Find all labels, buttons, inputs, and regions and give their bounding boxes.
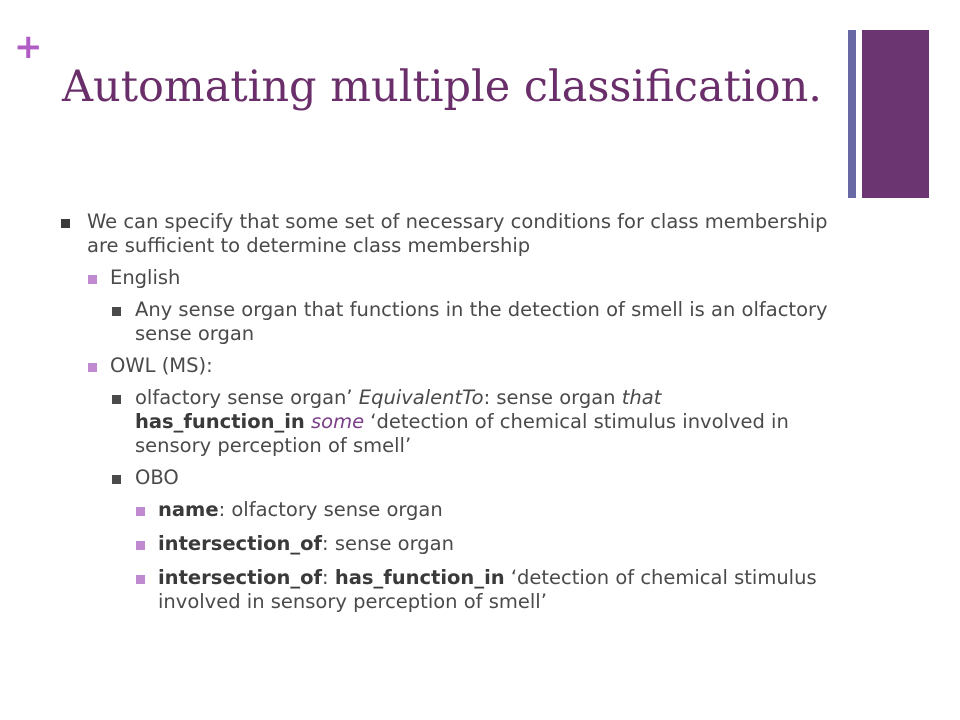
square-bullet-icon bbox=[88, 275, 97, 284]
obo-key: name bbox=[158, 498, 219, 521]
square-bullet-icon bbox=[112, 395, 121, 404]
bullet-text: OWL (MS): bbox=[110, 354, 213, 377]
square-bullet-icon bbox=[112, 307, 121, 316]
bullet-text: We can specify that some set of necessary conditions for class membership are sufficient to determine class membership bbox=[87, 210, 828, 257]
obo-key: intersection_of bbox=[158, 566, 323, 589]
owl-keyword: some bbox=[311, 410, 365, 433]
obo-value: : sense organ bbox=[322, 532, 454, 555]
slide-body bbox=[60, 210, 850, 624]
owl-text bbox=[135, 386, 789, 457]
owl-text-part: olfactory sense organ’ bbox=[135, 386, 359, 409]
accent-bar-thin bbox=[848, 30, 856, 198]
obo-separator: : bbox=[322, 566, 335, 589]
square-bullet-icon bbox=[88, 363, 97, 372]
square-bullet-icon bbox=[112, 475, 121, 484]
bullet-item bbox=[60, 466, 850, 490]
plus-mark: + bbox=[14, 27, 43, 67]
bullet-text: English bbox=[110, 266, 181, 289]
bullet-item bbox=[60, 498, 850, 522]
obo-relation: has_function_in bbox=[334, 566, 505, 589]
bullet-item bbox=[60, 532, 850, 556]
owl-text-part: : sense organ bbox=[483, 386, 622, 409]
obo-key: intersection_of bbox=[158, 532, 323, 555]
owl-text-part: ‘detection of chemical stimulus involved in sensory perception of smell’ bbox=[135, 410, 789, 457]
bullet-text: Any sense organ that functions in the detection of smell is an olfactory sense organ bbox=[135, 298, 828, 345]
obo-value: : olfactory sense organ bbox=[218, 498, 443, 521]
owl-relation: has_function_in bbox=[135, 410, 305, 433]
bullet-item bbox=[60, 566, 850, 614]
owl-keyword: that bbox=[621, 386, 662, 409]
bullet-item bbox=[60, 354, 850, 378]
bullet-item bbox=[60, 210, 850, 258]
owl-keyword: EquivalentTo bbox=[358, 386, 484, 409]
square-bullet-icon bbox=[136, 507, 145, 516]
bullet-text: OBO bbox=[135, 466, 179, 489]
bullet-item bbox=[60, 266, 850, 290]
bullet-item bbox=[60, 386, 850, 458]
slide-title: Automating multiple classification. bbox=[62, 62, 822, 112]
square-bullet-icon bbox=[61, 219, 70, 228]
bullet-item bbox=[60, 298, 850, 346]
square-bullet-icon bbox=[136, 575, 145, 584]
square-bullet-icon bbox=[136, 541, 145, 550]
accent-bar-wide bbox=[862, 30, 929, 198]
obo-value: ‘detection of chemical stimulus involved in sensory perception of smell’ bbox=[158, 566, 817, 613]
